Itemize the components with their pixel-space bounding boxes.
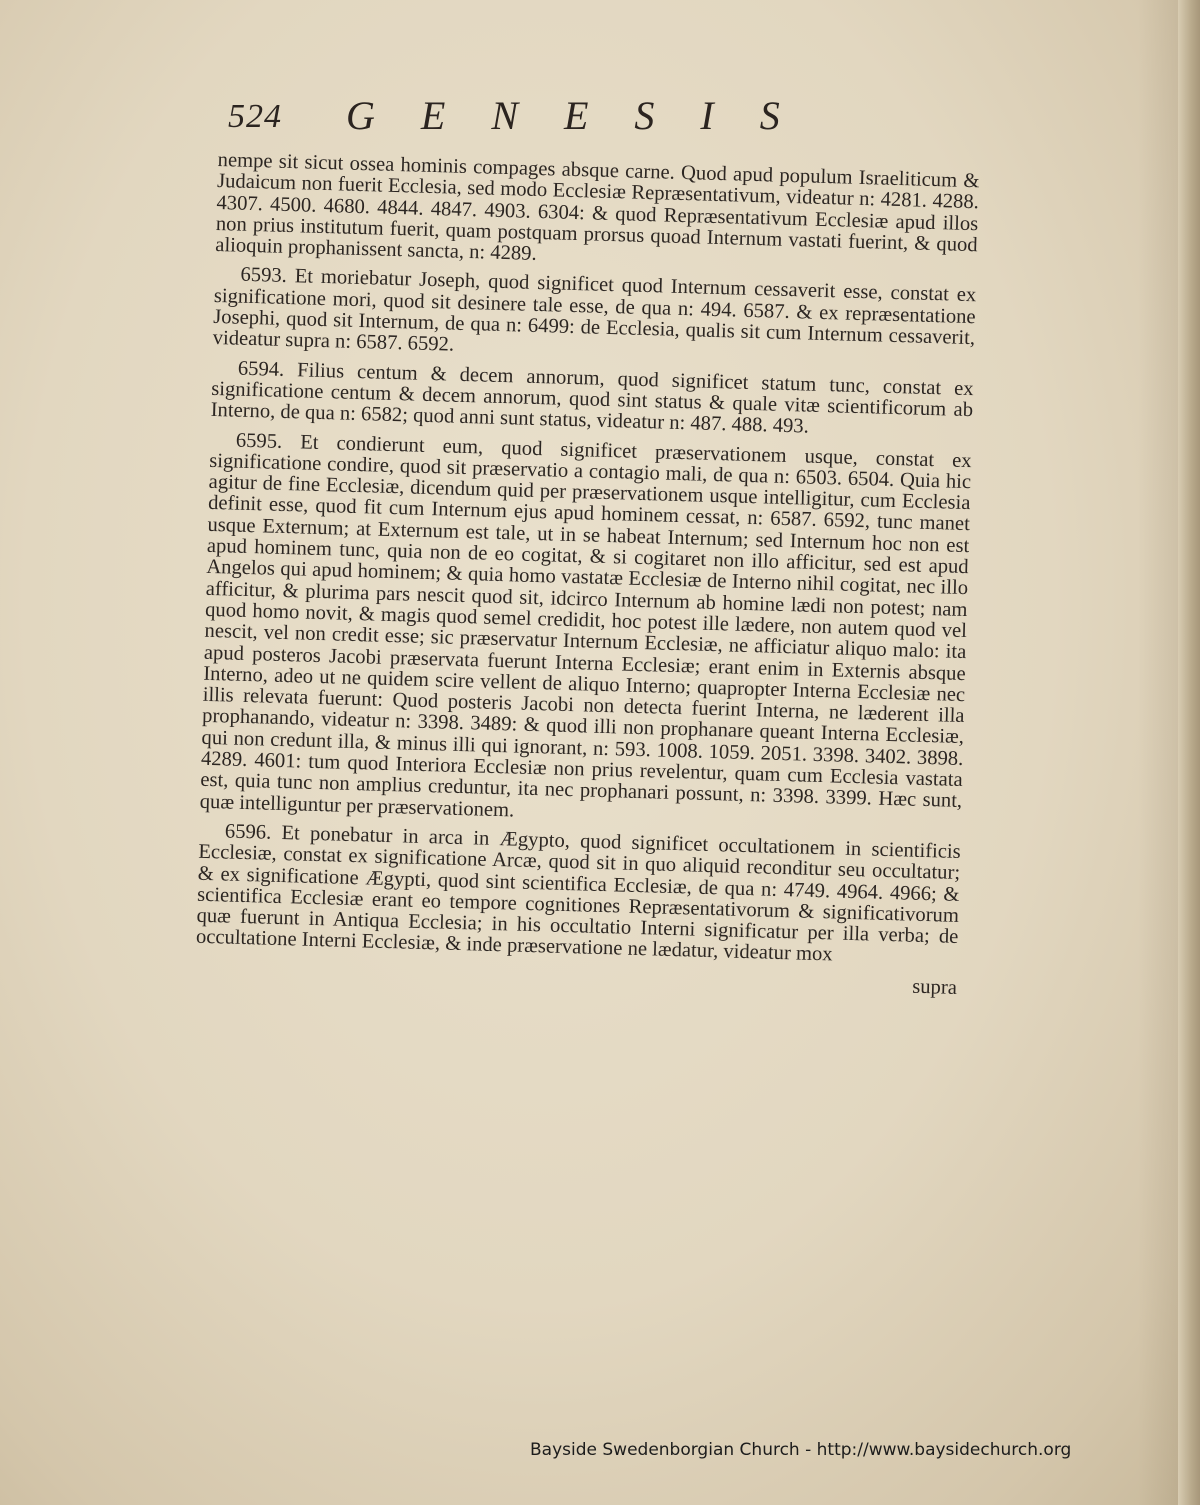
running-head [228,92,988,142]
body-text [195,150,980,1007]
paragraph-continuation: nempe sit sicut ossea hominis compages absque carne. Quod apud populum Israeliticum & Judaicum non fuerit Ecclesia, sed modo Ecclesiæ Repræsentativum, videatur n: 4281. 4288. 4307. 4500. 4680. 4844. 4847. 4903. 6304: & quod Repræsentativum Ecclesiæ apud illos non prius institutum fuerit, quam postquam prorsus quoad Internum vastati fuerint, & quod alioquin prophanissent sancta, n: 4289. [215,149,980,266]
paragraph-6594: 6594. Filius centum & decem annorum, quod significet statum tunc, constat ex significatione centum & decem annorum, quod sint status & quale vitæ scientificorum ab Interno, de qua n: 6582; quod anni sunt status, videatur n: 487. 488. 493. [210,357,974,438]
page-fold-shadow [1138,0,1178,1505]
paragraph-6595: 6595. Et condierunt eum, quod significet præservationem usque, constat ex significatione condire, quod sit præservatio a contagio mali, de qua n: 6503. 6504. Quia hic agitur de fine Ecclesiæ, dicendum quid per præservationem usque intelligitur, cum Ecclesia definit esse, quod fit cum Internum ejus apud hominem cessat, n: 6587. 6592, tunc manet usque Externum; at Externum est tale, ut in se habeat Internum; sed Internum hoc non est apud hominem tunc, quia non de eo cogitat, & si cogitaret non illo afficitur, sed est apud Angelos qui apud hominem; & quia homo vastatæ Ecclesiæ de Interno nihil cogitat, nec illo afficitur, & plurima pars nescit quod sit, idcirco Internum ab homine lædi non potest; nam quod homo novit, & magis quod semel credidit, hoc potest ille lædere, non autem quod vel nescit, vel non credit esse; sic præservatur Internum Ecclesiæ, ne afficiatur aliquo malo: ita apud posteros Jacobi præservata fuerunt Interna Ecclesiæ; erant enim in Externis absque Interno, adeo ut ne quidem scire vellent de aliquo Interno; quapropter Interna Ecclesiæ nec illis relevata fuerunt: Quod posteris Jacobi non detecta fuerint Interna, ne læderent illa prophanando, videatur n: 3398. 3489: & quod illi non prophanare queant Interna Ecclesiæ, qui non credunt illa, & minus illi qui ignorant, n: 593. 1008. 1059. 2051. 3398. 3402. 3898. 4289. 4601: tum quod Interiora Ecclesiæ non prius revelentur, quam cum Ecclesia vastata est, quia tunc non amplius creduntur, ita nec prophanari possunt, n: 3398. 3399. Hæc sunt, quæ intelliguntur per præservationem. [199,429,972,822]
page-gutter [1178,0,1200,1505]
watermark-caption: Bayside Swedenborgian Church - http://www.baysidechurch.org [530,1440,1072,1460]
book-title: GENESIS [346,93,826,138]
page-number: 524 [228,98,282,135]
paragraph-6596: 6596. Et ponebatur in arca in Ægypto, quod significet occultationem in scientificis Ecclesiæ, constat ex significatione Arcæ, quod sit in quo aliquid reconditur seu occultatur; & ex significatione Ægypti, quod sint scientifica Ecclesiæ, de qua n: 4749. 4964. 4966; & scientifica Ecclesiæ erant eo tempore cognitiones Repræsentativorum & significativorum quæ fuerunt in Antiqua Ecclesia; in his occultatio Interni significatur per illa verba; de occultatione Interni Ecclesiæ, & inde præservatione ne lædatur, videatur mox [195,820,961,966]
catchword: supra [912,975,958,999]
paragraph-6593: 6593. Et moriebatur Joseph, quod significet quod Internum cessaverit esse, constat ex significatione mori, quod sit desinere tale esse, de qua n: 494. 6587. & ex repræsentatione Josephi, quod sit Internum, de qua n: 6499: de Ecclesia, qualis sit cum Internum cessaverit, videatur supra n: 6587. 6592. [212,264,977,357]
